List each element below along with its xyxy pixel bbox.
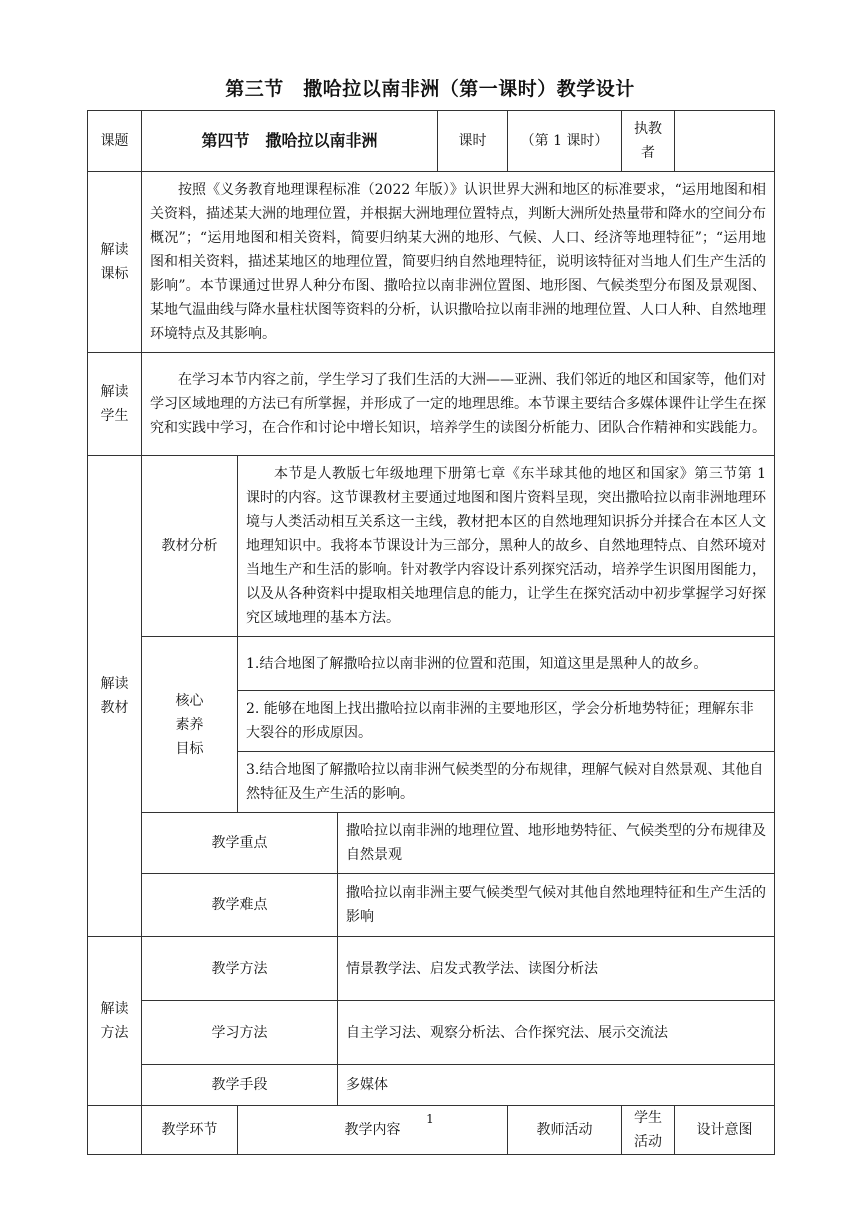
students-label <box>88 353 142 456</box>
teacher-value <box>675 111 775 172</box>
difficult-point-text: 撒哈拉以南非洲主要气候类型气候对其他自然地理特征和生产生活的影响 <box>338 874 775 937</box>
topic-value: 第四节 撒哈拉以南非洲 <box>142 111 438 172</box>
students-label-line1: 解读 <box>100 384 129 400</box>
standards-label <box>88 172 142 353</box>
students-label-line2: 学生 <box>100 408 129 424</box>
key-point-row <box>88 813 775 874</box>
topic-label: 课题 <box>88 111 142 172</box>
difficult-point-row <box>88 874 775 937</box>
goals-label <box>142 637 238 813</box>
header-row <box>88 111 775 172</box>
period-label: 课时 <box>438 111 508 172</box>
key-point-text: 撒哈拉以南非洲的地理位置、地形地势特征、气候类型的分布规律及自然景观 <box>338 813 775 874</box>
method-value: 自主学习法、观察分析法、合作探究法、展示交流法 <box>338 1001 775 1065</box>
standards-row <box>88 172 775 353</box>
standards-text: 按照《义务教育地理课程标准（2022 年版）》认识世界大洲和地区的标准要求，“运用地图和相关资料，描述某大洲的地理位置，并根据大洲地理位置特点，判断大洲所处热量带和降水的空间分布概况”；“运用地图和相关资料，简要归纳某大洲的地形、气候、人口、经济等地理特征”；“运用地图和相关资料，描述某地区的地理位置，简要归纳自然地理特征，说明该特征对当地人们生产生活的影响”。本节课通过世界人种分布图、撒哈拉以南非洲位置图、地形图、气候类型分布图及景观图、某地气温曲线与降水量柱状图等资料的分析，认识撒哈拉以南非洲的地理位置、人口人种、自然地理环境特点及其影响。 <box>142 172 775 353</box>
process-col-stage: 教学环节 <box>142 1106 238 1155</box>
process-col-intent: 设计意图 <box>675 1106 775 1155</box>
process-col-student: 学生活动 <box>622 1106 675 1155</box>
goals-label-line3: 目标 <box>175 740 204 757</box>
method-label: 教学手段 <box>142 1065 338 1106</box>
methods-label-line2: 方法 <box>100 1025 129 1041</box>
difficult-point-label: 教学难点 <box>142 874 338 937</box>
goal-item: 2. 能够在地图上找出撒哈拉以南非洲的主要地形区，学会分析地势特征；理解东非大裂谷的形成原因。 <box>238 691 775 752</box>
goals-label-line1: 核心 <box>175 692 204 709</box>
goals-label-line2: 素养 <box>175 716 204 733</box>
students-text: 在学习本节内容之前，学生学习了我们生活的大洲——亚洲、我们邻近的地区和国家等，他们对学习区域地理的方法已有所掌握，并形成了一定的地理思维。本节课主要结合多媒体课件让学生在探究和实践中学习，在合作和讨论中增长知识，培养学生的读图分析能力、团队合作精神和实践能力。 <box>142 353 775 456</box>
method-row-2 <box>88 1001 775 1065</box>
method-value: 多媒体 <box>338 1065 775 1106</box>
materials-label <box>88 456 142 937</box>
lesson-plan-table <box>87 110 775 1155</box>
method-row-1 <box>88 937 775 1001</box>
teacher-label: 执教者 <box>622 111 675 172</box>
materials-label-line2: 教材 <box>100 700 129 716</box>
standards-label-line2: 课标 <box>100 266 129 282</box>
analysis-label: 教材分析 <box>142 456 238 637</box>
process-col-teacher: 教师活动 <box>508 1106 622 1155</box>
students-row <box>88 353 775 456</box>
goal-item: 3.结合地图了解撒哈拉以南非洲气候类型的分布规律，理解气候对自然景观、其他自然特征及生产生活的影响。 <box>238 752 775 813</box>
analysis-text: 本节是人教版七年级地理下册第七章《东半球其他的地区和国家》第三节第 1 课时的内容。这节课教材主要通过地图和图片资料呈现，突出撒哈拉以南非洲地理环境与人类活动相互关系这一主线，教材把本区的自然地理知识拆分并揉合在本区人文地理知识中。我将本节课设计为三部分，黑种人的故乡、自然地理特点、自然环境对当地生产和生活的影响。针对教学内容设计系列探究活动，培养学生识图用图能力，以及从各种资料中提取相关地理信息的能力，让学生在探究活动中初步掌握学习好探究区域地理的基本方法。 <box>238 456 775 637</box>
goal-item: 1.结合地图了解撒哈拉以南非洲的位置和范围，知道这里是黑种人的故乡。 <box>238 637 775 691</box>
method-label: 学习方法 <box>142 1001 338 1065</box>
key-point-label: 教学重点 <box>142 813 338 874</box>
method-value: 情景教学法、启发式教学法、读图分析法 <box>338 937 775 1001</box>
period-value: （第 1 课时） <box>508 111 622 172</box>
page-number: 1 <box>426 1112 434 1126</box>
methods-label-line1: 解读 <box>100 1001 129 1017</box>
materials-label-line1: 解读 <box>100 676 129 692</box>
methods-label <box>88 937 142 1106</box>
page-title: 第三节 撒哈拉以南非洲（第一课时）教学设计 <box>225 78 635 100</box>
goal-row-1 <box>88 637 775 691</box>
process-col-content: 教学内容 <box>238 1106 508 1155</box>
standards-label-line1: 解读 <box>100 242 129 258</box>
method-label: 教学方法 <box>142 937 338 1001</box>
method-row-3 <box>88 1065 775 1106</box>
materials-analysis-row <box>88 456 775 637</box>
